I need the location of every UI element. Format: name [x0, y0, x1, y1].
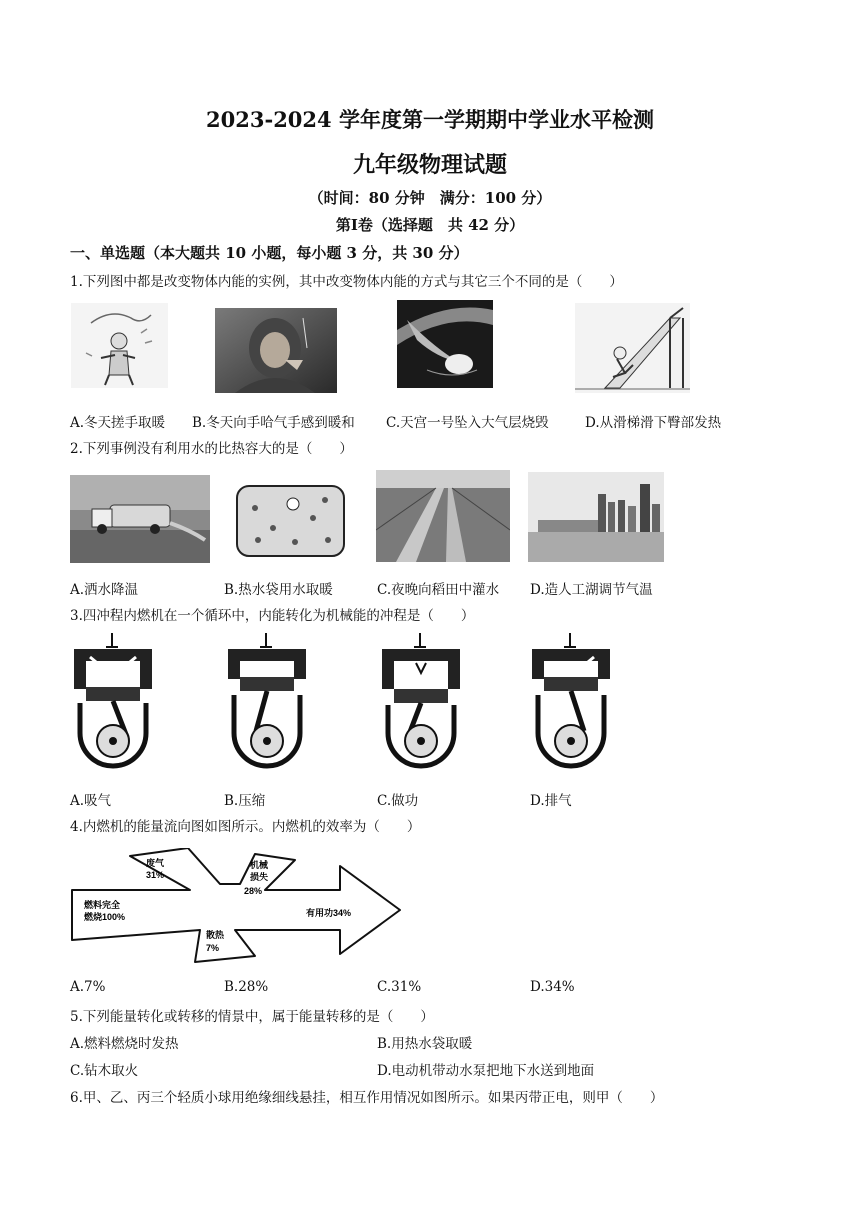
q2-image-water-truck	[70, 475, 210, 563]
section-title: 一、单选题（本大题共 10 小题，每小题 3 分，共 30 分）	[70, 244, 469, 262]
q2-option-d[interactable]: D.造人工湖调节气温	[530, 582, 653, 598]
q1-image-spacecraft-burning	[397, 300, 493, 388]
q4-option-d[interactable]: D.34%	[530, 979, 575, 995]
q1-option-d[interactable]: D.从滑梯滑下臀部发热	[585, 415, 722, 431]
q2-option-b[interactable]: B.热水袋用水取暖	[224, 582, 333, 598]
q2-image-artificial-lake	[528, 472, 664, 562]
q2-option-a[interactable]: A.洒水降温	[70, 582, 139, 598]
q1-option-b[interactable]: B.冬天向手哈气手感到暖和	[192, 415, 355, 431]
q1-image-slide	[575, 303, 690, 393]
diagram-mech-loss-value: 28%	[244, 886, 263, 896]
q1-image-rubbing-hands	[71, 303, 168, 388]
q2-image-hot-water-bag	[233, 478, 348, 562]
q3-image-engine-exhaust	[530, 633, 612, 773]
q5-option-b[interactable]: B.用热水袋取暖	[377, 1036, 473, 1052]
q3-image-engine-intake	[72, 633, 154, 773]
diagram-exhaust-value: 31%	[146, 870, 165, 880]
q4-option-a[interactable]: A.7%	[70, 979, 106, 995]
q3-option-b[interactable]: B.压缩	[224, 793, 266, 809]
q3-image-engine-compression	[226, 633, 308, 773]
diagram-mech-loss-line2: 损失	[250, 872, 269, 882]
question-2-stem: 2.下列事例没有利用水的比热容大的是（ ）	[70, 441, 353, 457]
q2-option-c[interactable]: C.夜晚向稻田中灌水	[377, 582, 500, 598]
diagram-exhaust-label: 废气	[146, 858, 165, 868]
diagram-mech-loss-line1: 机械	[250, 860, 269, 870]
diagram-fuel-line1: 燃料完全	[84, 900, 121, 910]
q4-option-b[interactable]: B.28%	[224, 979, 269, 995]
q3-option-a[interactable]: A.吸气	[70, 793, 112, 809]
exam-subtitle: 九年级物理试题	[352, 152, 507, 178]
q5-option-a[interactable]: A.燃料燃烧时发热	[70, 1036, 179, 1052]
q3-image-engine-power	[380, 633, 462, 773]
q4-option-c[interactable]: C.31%	[377, 979, 422, 995]
q1-image-breath-on-hands	[215, 308, 337, 393]
q5-option-c[interactable]: C.钻木取火	[70, 1063, 139, 1079]
exam-part-label: 第Ⅰ卷（选择题 共 42 分）	[335, 216, 525, 234]
exam-title: 2023-2024 学年度第一学期期中学业水平检测	[206, 107, 654, 132]
q5-option-d[interactable]: D.电动机带动水泵把地下水送到地面	[377, 1063, 595, 1079]
question-5-stem: 5.下列能量转化或转移的情景中，属于能量转移的是（ ）	[70, 1009, 434, 1025]
q4-energy-flow-diagram	[70, 848, 403, 966]
q1-option-c[interactable]: C.天宫一号坠入大气层烧毁	[386, 415, 549, 431]
diagram-heat-label: 散热	[206, 930, 225, 940]
diagram-fuel-line2: 燃烧100%	[84, 912, 126, 922]
question-6-stem: 6.甲、乙、丙三个轻质小球用绝缘细线悬挂，相互作用情况如图所示。如果丙带正电，则甲（ ）	[70, 1090, 664, 1106]
question-4-stem: 4.内燃机的能量流向图如图所示。内燃机的效率为（ ）	[70, 819, 421, 835]
diagram-useful-work: 有用功34%	[306, 908, 352, 918]
question-3-stem: 3.四冲程内燃机在一个循环中，内能转化为机械能的冲程是（ ）	[70, 608, 475, 624]
q2-image-rice-field-irrigation	[376, 470, 510, 562]
question-1-stem: 1.下列图中都是改变物体内能的实例，其中改变物体内能的方式与其它三个不同的是（ ）	[70, 274, 623, 290]
q1-option-a[interactable]: A.冬天搓手取暖	[70, 415, 166, 431]
exam-time-info: （时间：80 分钟 满分：100 分）	[308, 189, 552, 207]
q3-option-d[interactable]: D.排气	[530, 793, 572, 809]
q3-option-c[interactable]: C.做功	[377, 793, 419, 809]
diagram-heat-value: 7%	[206, 943, 220, 953]
